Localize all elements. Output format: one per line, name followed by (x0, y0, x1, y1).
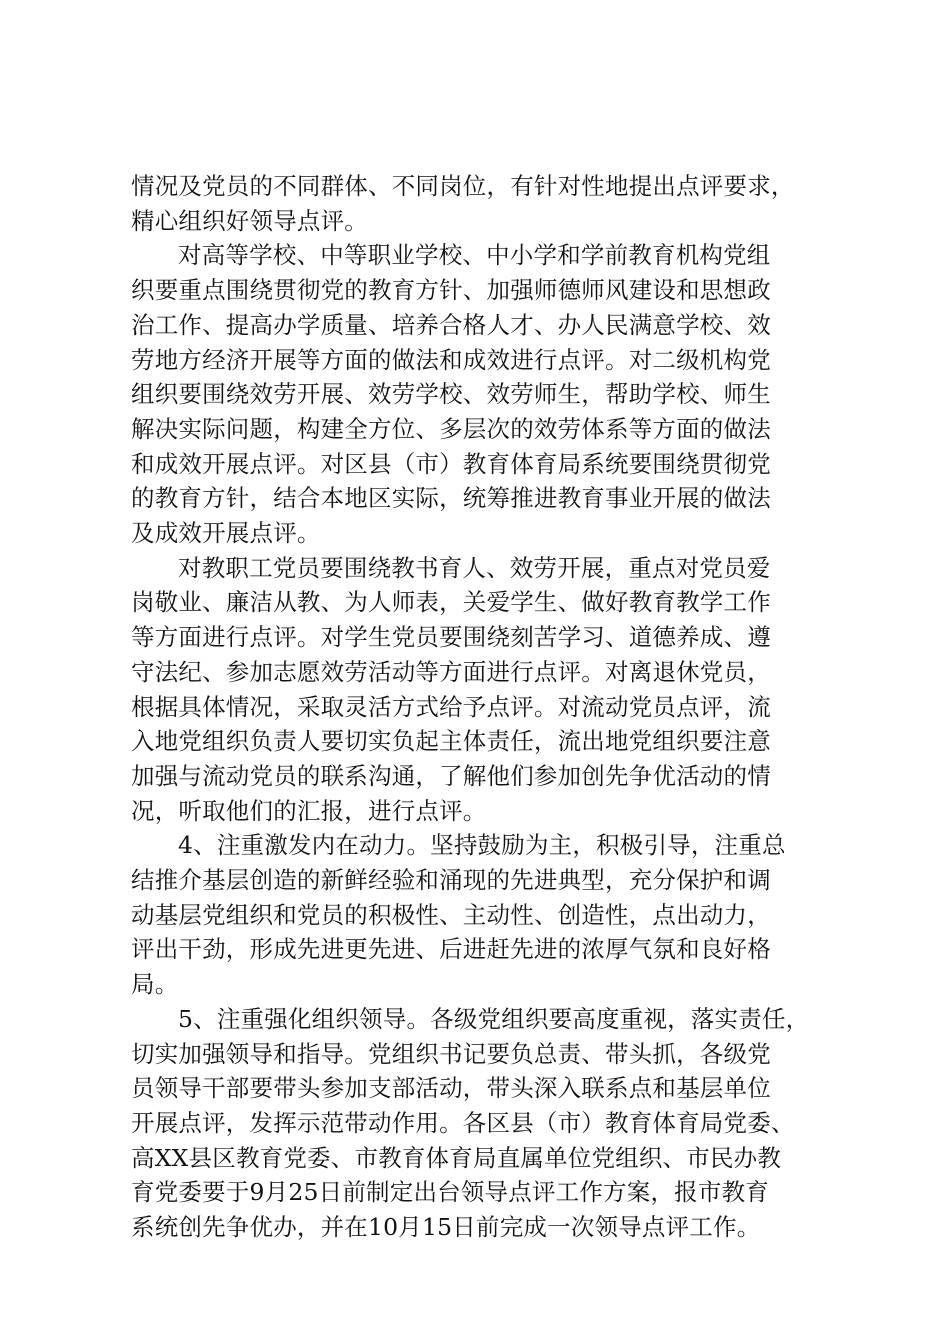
text-line: 育党委要于9月25日前制定出台领导点评工作方案，报市教育 (131, 1178, 769, 1207)
text-line: 4、注重激发内在动力。坚持鼓励为主，积极引导，注重总 (178, 831, 786, 860)
paragraph-continuation (131, 169, 831, 238)
text-line: 织要重点围绕贯彻党的教育方针、加强师德师风建设和思想政 (131, 276, 771, 305)
text-line: 精心组织好领导点评。 (131, 206, 368, 235)
text-line: 员领导干部要带头参加支部活动，带头深入联系点和基层单位 (131, 1074, 771, 1103)
text-line: 切实加强领导和指导。党组织书记要负总责、带头抓，各级党 (131, 1039, 771, 1068)
text-line: 等方面进行点评。对学生党员要围绕刻苦学习、道德养成、遵 (131, 623, 771, 652)
text-line: 系统创先争优办，并在10月15日前完成一次领导点评工作。 (131, 1213, 761, 1242)
text-line: 加强与流动党员的联系沟通，了解他们参加创先争优活动的情 (131, 761, 771, 790)
paragraph-member-review (131, 551, 831, 829)
paragraph-item-4 (131, 828, 831, 1002)
text-line: 治工作、提高办学质量、培养合格人才、办人民满意学校、效 (131, 310, 771, 339)
paragraph-school-party-review (131, 238, 831, 550)
text-line: 对高等学校、中等职业学校、中小学和学前教育机构党组 (178, 241, 771, 270)
text-line: 守法纪、参加志愿效劳活动等方面进行点评。对离退休党员， (131, 657, 771, 686)
text-line: 结推介基层创造的新鲜经验和涌现的先进典型，充分保护和调 (131, 866, 771, 895)
text-line: 劳地方经济开展等方面的做法和成效进行点评。对二级机构党 (131, 345, 771, 374)
text-line: 局。 (131, 970, 179, 999)
document-body (131, 169, 831, 1245)
text-line: 动基层党组织和党员的积极性、主动性、创造性，点出动力， (131, 900, 771, 929)
text-line: 高XX县区教育党委、市教育体育局直属单位党组织、市民办教 (131, 1143, 782, 1172)
text-line: 情况及党员的不同群体、不同岗位，有针对性地提出点评要求， (131, 172, 795, 200)
paragraph-item-5 (131, 1002, 831, 1245)
text-line: 的教育方针，结合本地区实际，统筹推进教育事业开展的做法 (131, 484, 771, 513)
text-line: 组织要围绕效劳开展、效劳学校、效劳师生，帮助学校、师生 (131, 380, 771, 409)
text-line: 开展点评，发挥示范带动作用。各区县（市）教育体育局党委、 (131, 1108, 795, 1137)
text-line: 根据具体情况，采取灵活方式给予点评。对流动党员点评，流 (131, 692, 771, 721)
text-line: 况，听取他们的汇报，进行点评。 (131, 796, 487, 825)
text-line: 和成效开展点评。对区县（市）教育体育局系统要围绕贯彻党 (131, 449, 771, 478)
text-line: 对教职工党员要围绕教书育人、效劳开展，重点对党员爱 (178, 553, 771, 582)
text-line: 解决实际问题，构建全方位、多层次的效劳体系等方面的做法 (131, 414, 771, 443)
text-line: 入地党组织负责人要切实负起主体责任，流出地党组织要注意 (131, 727, 771, 756)
text-line: 评出干劲，形成先进更先进、后进赶先进的浓厚气氛和良好格 (131, 935, 771, 964)
text-line: 5、注重强化组织领导。各级党组织要高度重视，落实责任， (178, 1004, 810, 1033)
text-line: 岗敬业、廉洁从教、为人师表，关爱学生、做好教育教学工作 (131, 588, 771, 617)
text-line: 及成效开展点评。 (131, 519, 321, 548)
